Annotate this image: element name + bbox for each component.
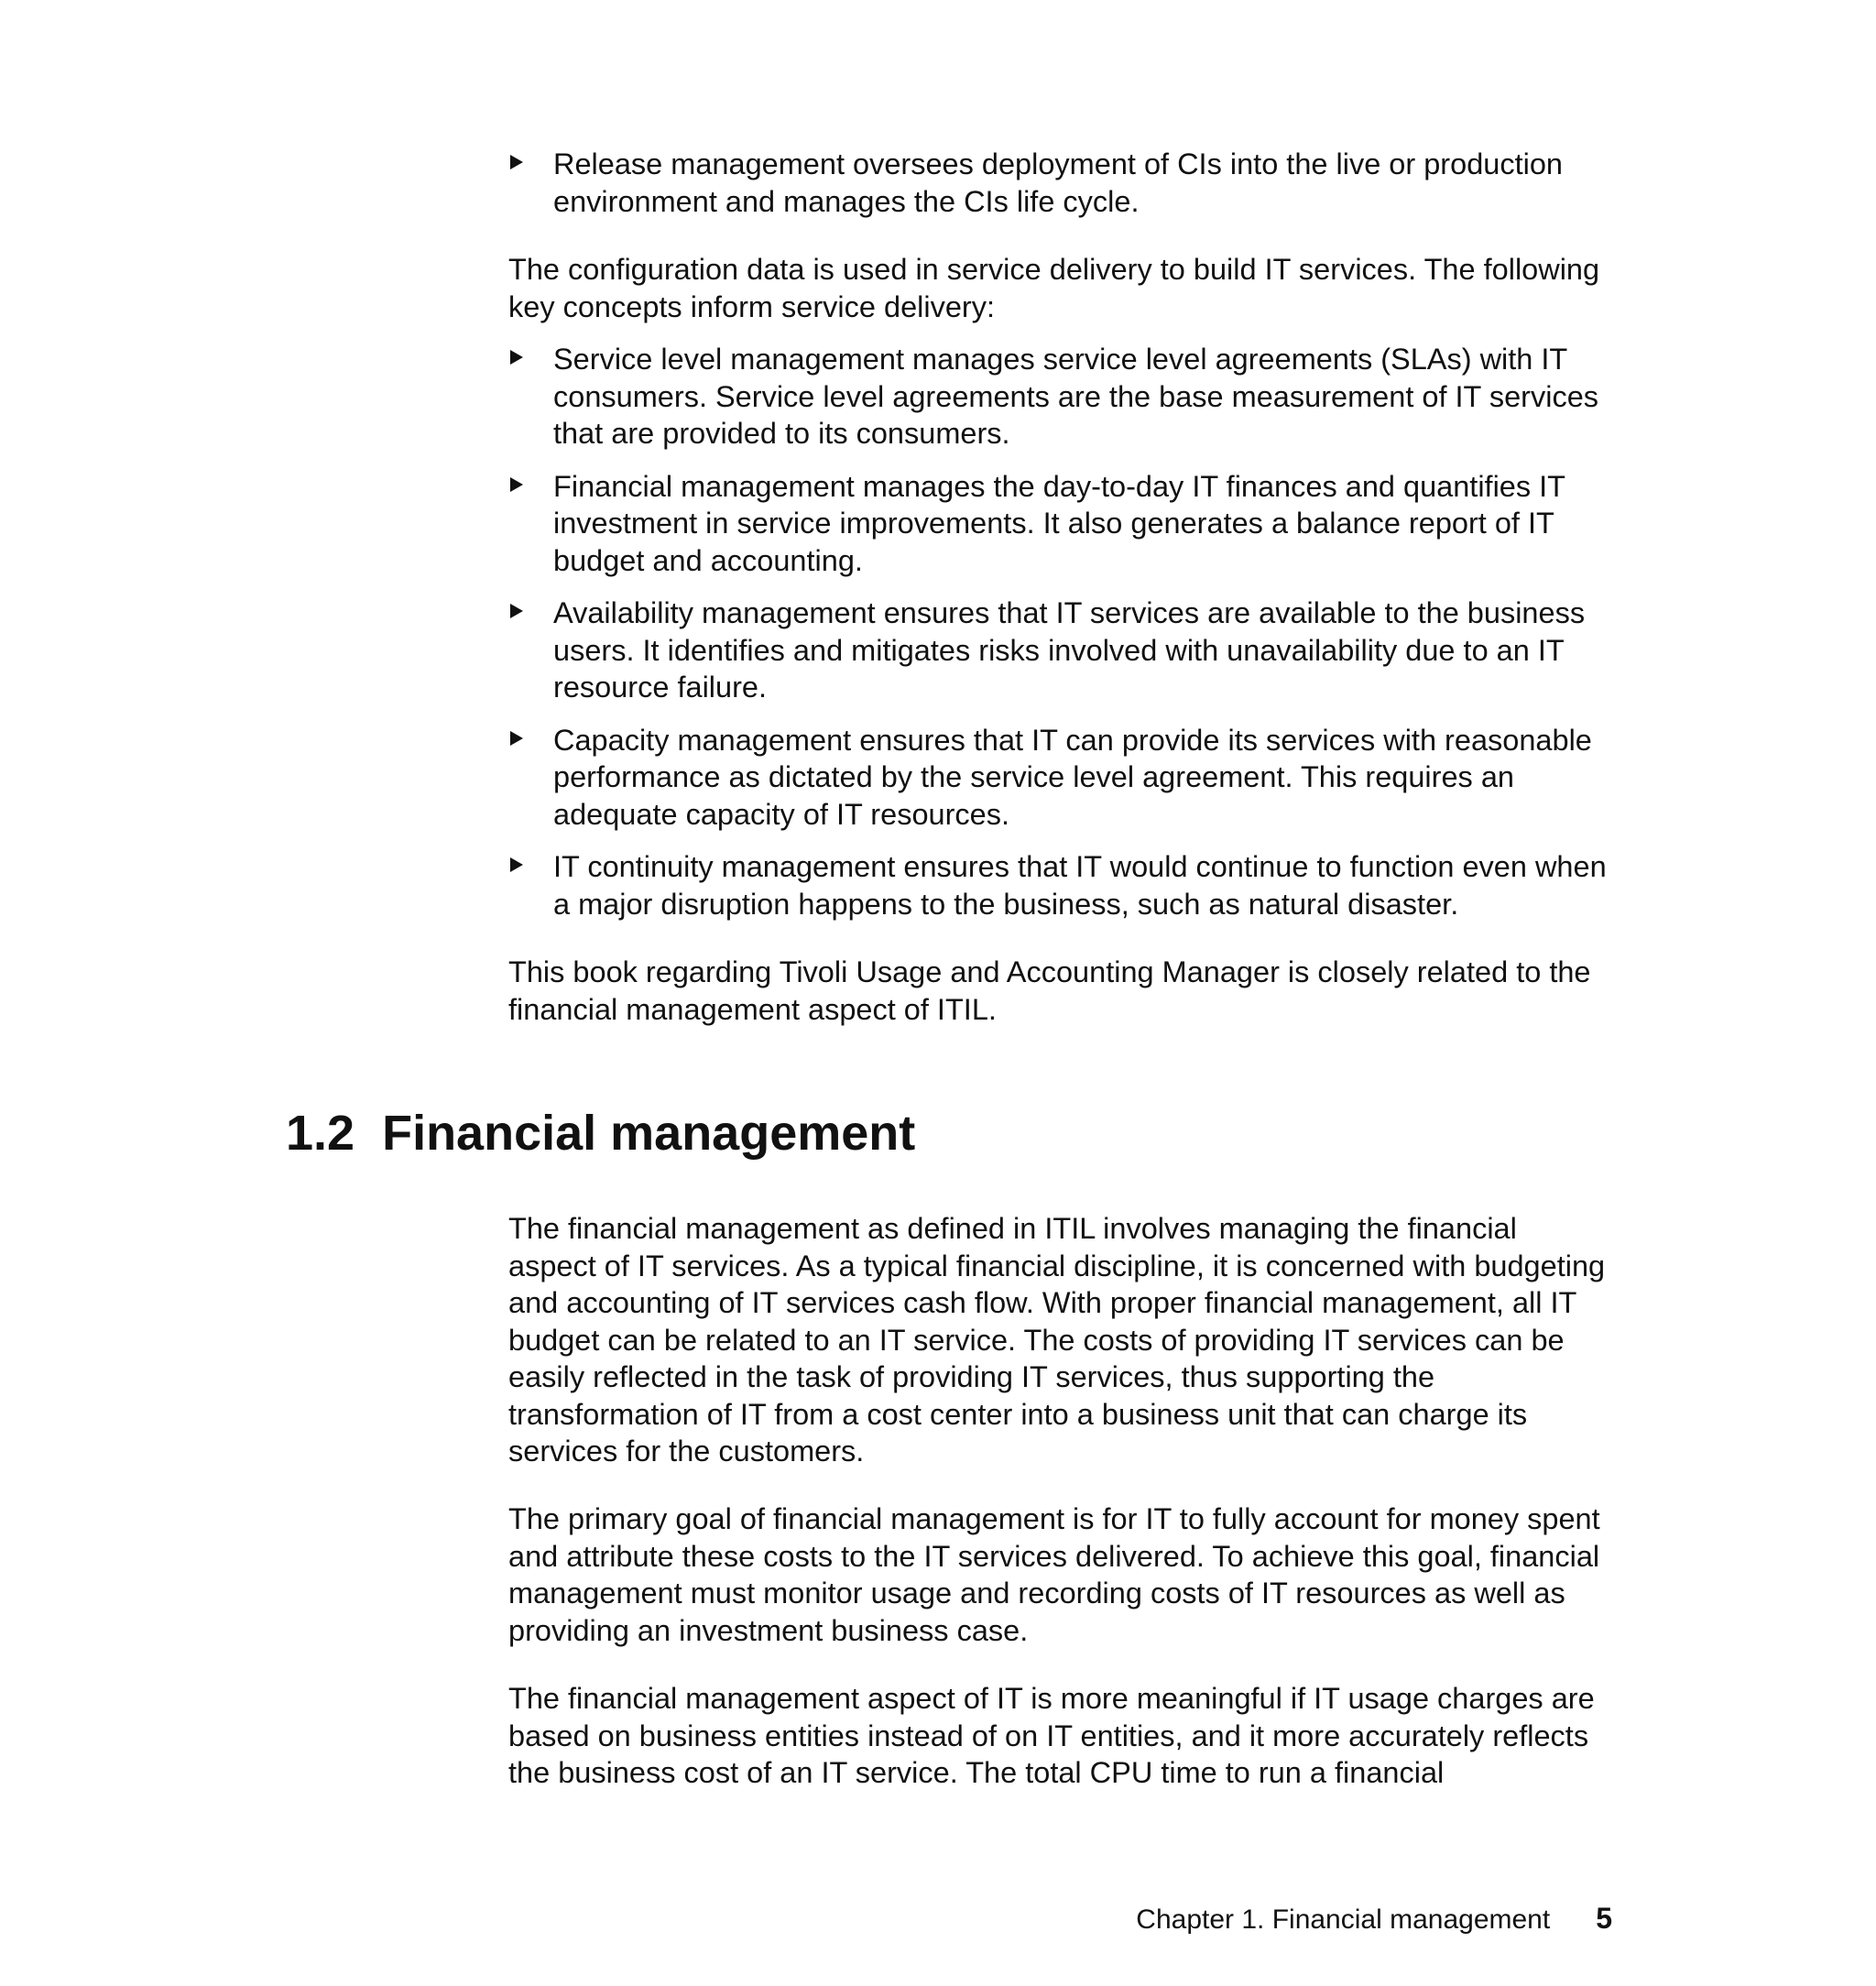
bullet-text: Capacity management ensures that IT can provide its services with reasonable performance as dictated by the service level agreement. This requires an adequate capacity of IT resources. <box>553 723 1592 831</box>
section-paragraph-block <box>508 1210 1612 1470</box>
bullet-item <box>508 468 1612 580</box>
triangle-bullet-icon <box>510 604 523 618</box>
bullet-list <box>508 341 1612 922</box>
paragraph: The configuration data is used in service delivery to build IT services. The following key concepts inform service delivery: <box>508 253 1600 323</box>
bullet-text: Release management oversees deployment of CIs into the live or production environment and manages the CIs life cycle. <box>553 147 1564 218</box>
footer-chapter-title: Chapter 1. Financial management <box>1136 1904 1551 1935</box>
service-delivery-list-block <box>508 341 1612 938</box>
paragraph: The primary goal of financial management is for IT to fully account for money spent and attribute these costs to the IT services delivered. To achieve this goal, financial management must monitor usage and recording costs of IT resources as well as providing an investment business case. <box>508 1502 1600 1647</box>
paragraph: The financial management as defined in ITIL involves managing the financial aspect of IT services. As a typical financial discipline, it is concerned with budgeting and accounting of IT services cash flow. With proper financial management, all IT budget can be related to an IT service. The costs of providing IT services can be easily reflected in the task of providing IT services, thus supporting the transformation of IT from a cost center into a business unit that can charge its services for the customers. <box>508 1212 1606 1468</box>
section-title: Financial management <box>382 1106 916 1161</box>
bullet-text: Service level management manages service level agreements (SLAs) with IT consumers. Service level agreements are the base measurement of IT services that are provided to its consumers. <box>553 343 1599 450</box>
page-number: 5 <box>1596 1902 1612 1935</box>
section-paragraph-block <box>508 1680 1612 1792</box>
bullet-text: IT continuity management ensures that IT would continue to function even when a major disruption happens to the business, such as natural disaster. <box>553 850 1607 921</box>
page-footer <box>1136 1900 1612 1938</box>
continued-list-block <box>508 146 1612 235</box>
triangle-bullet-icon <box>510 155 523 169</box>
paragraph: The financial management aspect of IT is more meaningful if IT usage charges are based on business entities instead of on IT entities, and it more accurately reflects the business cost of an IT service. The total CPU time to run a financial <box>508 1682 1595 1789</box>
bullet-item <box>508 341 1612 453</box>
section-paragraph-block <box>508 1500 1612 1649</box>
bullet-item <box>508 722 1612 834</box>
triangle-bullet-icon <box>510 731 523 746</box>
triangle-bullet-icon <box>510 857 523 872</box>
section-heading <box>286 1104 915 1162</box>
section-number: 1.2 <box>286 1106 355 1161</box>
paragraph: This book regarding Tivoli Usage and Accounting Manager is closely related to the financial management aspect of ITIL. <box>508 955 1591 1026</box>
service-delivery-intro-block <box>508 251 1612 325</box>
bullet-item <box>508 595 1612 706</box>
closing-paragraph-block <box>508 954 1612 1028</box>
bullet-text: Financial management manages the day-to-day IT finances and quantifies IT investment in service improvements. It also generates a balance report of IT budget and accounting. <box>553 469 1565 577</box>
triangle-bullet-icon <box>510 350 523 365</box>
triangle-bullet-icon <box>510 477 523 492</box>
bullet-item <box>508 848 1612 922</box>
bullet-text: Availability management ensures that IT services are available to the business users. It identifies and mitigates risks involved with unavailability due to an IT resource failure. <box>553 596 1586 704</box>
bullet-item <box>508 146 1612 220</box>
bullet-list <box>508 146 1612 220</box>
